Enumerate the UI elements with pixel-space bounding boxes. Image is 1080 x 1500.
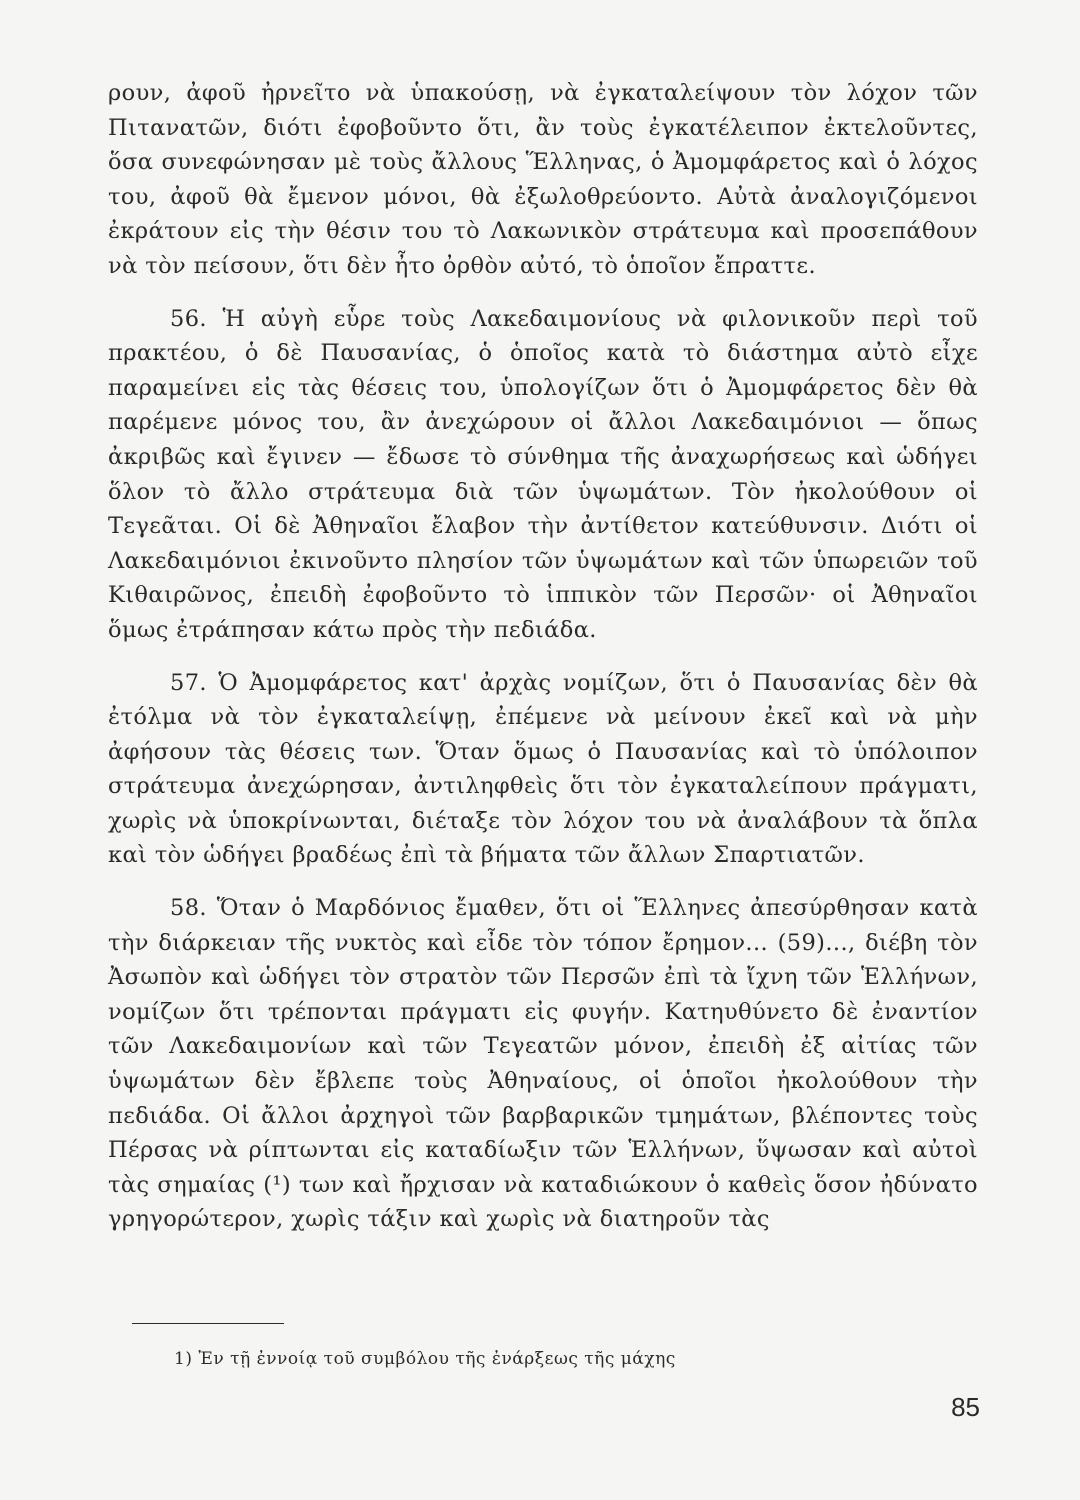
footnote-divider <box>132 1323 284 1324</box>
body-text <box>108 76 978 1237</box>
paragraph-57: 57. Ὁ Ἀμομφάρετος κατ' ἀρχὰς νομίζων, ὅτι ὁ Παυσανίας δὲν θὰ ἐτόλμα νὰ τὸν ἐγκαταλείψῃ, ἐπέμενε νὰ μείνουν ἐκεῖ καὶ νὰ μὴν ἀφήσουν τὰς θέσεις των. Ὅταν ὅμως ὁ Παυσανίας καὶ τὸ ὑπόλοιπον στράτευμα ἀνεχώρησαν, ἀντιληφθεὶς ὅτι τὸν ἐγκαταλείπουν πράγματι, χωρὶς νὰ ὑποκρίνωνται, διέταξε τὸν λόχον του νὰ ἀναλάβουν τὰ ὅπλα καὶ τὸν ὡδήγει βραδέως ἐπὶ τὰ βήματα τῶν ἄλλων Σπαρτιατῶν. <box>108 669 978 869</box>
footnote: 1) Ἐν τῇ ἐννοίᾳ τοῦ συμβόλου τῆς ἐνάρξεως τῆς μάχης <box>174 1349 676 1369</box>
paragraph-continuation: ρουν, ἀφοῦ ἠρνεῖτο νὰ ὑπακούσῃ, νὰ ἐγκαταλείψουν τὸν λόχον τῶν Πιτανατῶν, διότι ἐφοβοῦντο ὅτι, ἂν τοὺς ἐγκατέλειπον ἐκτελοῦντες, ὅσα συνεφώνησαν μὲ τοὺς ἄλλους Ἕλληνας, ὁ Ἀμομφάρετος καὶ ὁ λόχος του, ἀφοῦ θὰ ἔμενον μόνοι, θὰ ἐξωλοθρεύοντο. Αὐτὰ ἀναλογιζόμενοι ἐκράτουν εἰς τὴν θέσιν του τὸ Λακωνικὸν στράτευμα καὶ προσεπάθουν νὰ τὸν πείσουν, ὅτι δὲν ἦτο ὀρθὸν αὐτό, τὸ ὁποῖον ἔπραττε. <box>108 80 978 279</box>
page-number: 85 <box>951 1392 980 1422</box>
paragraph-58: 58. Ὅταν ὁ Μαρδόνιος ἔμαθεν, ὅτι οἱ Ἕλληνες ἀπεσύρθησαν κατὰ τὴν διάρκειαν τῆς νυκτὸς καὶ εἶδε τὸν τόπον ἔρημον... (59)..., διέβη τὸν Ἀσωπὸν καὶ ὡδήγει τὸν στρατὸν τῶν Περσῶν ἐπὶ τὰ ἴχνη τῶν Ἑλλήνων, νομίζων ὅτι τρέπονται πράγματι εἰς φυγήν. Κατηυθύνετο δὲ ἐναντίον τῶν Λακεδαιμονίων καὶ τῶν Τεγεατῶν μόνον, ἐπειδὴ ἐξ αἰτίας τῶν ὑψωμάτων δὲν ἔβλεπε τοὺς Ἀθηναίους, οἱ ὁποῖοι ἠκολούθουν τὴν πεδιάδα. Οἱ ἄλλοι ἀρχηγοὶ τῶν βαρβαρικῶν τμημάτων, βλέποντες τοὺς Πέρσας νὰ ρίπτωνται εἰς καταδίωξιν τῶν Ἑλλήνων, ὕψωσαν καὶ αὐτοὶ τὰς σημαίας (¹) των καὶ ἤρχισαν νὰ καταδιώκουν ὁ καθεὶς ὅσον ἠδύνατο γρηγορώτερον, χωρὶς τάξιν καὶ χωρὶς νὰ διατηροῦν τὰς <box>108 895 978 1233</box>
paragraph-56: 56. Ἡ αὐγὴ εὗρε τοὺς Λακεδαιμονίους νὰ φιλονικοῦν περὶ τοῦ πρακτέου, ὁ δὲ Παυσανίας, ὁ ὁποῖος κατὰ τὸ διάστημα αὐτὸ εἶχε παραμείνει εἰς τὰς θέσεις του, ὑπολογίζων ὅτι ὁ Ἀμομφάρετος δὲν θὰ παρέμενε μόνος του, ἂν ἀνεχώρουν οἱ ἄλλοι Λακεδαιμόνιοι — ὅπως ἀκριβῶς καὶ ἔγινεν — ἔδωσε τὸ σύνθημα τῆς ἀναχωρήσεως καὶ ὡδήγει ὅλον τὸ ἄλλο στράτευμα διὰ τῶν ὑψωμάτων. Τὸν ἠκολούθουν οἱ Τεγεᾶται. Οἱ δὲ Ἀθηναῖοι ἔλαβον τὴν ἀντίθετον κατεύθυνσιν. Διότι οἱ Λακεδαιμόνιοι ἐκινοῦντο πλησίον τῶν ὑψωμάτων καὶ τῶν ὑπωρειῶν τοῦ Κιθαιρῶνος, ἐπειδὴ ἐφοβοῦντο τὸ ἱππικὸν τῶν Περσῶν· οἱ Ἀθηναῖοι ὅμως ἐτράπησαν κάτω πρὸς τὴν πεδιάδα. <box>108 305 978 643</box>
